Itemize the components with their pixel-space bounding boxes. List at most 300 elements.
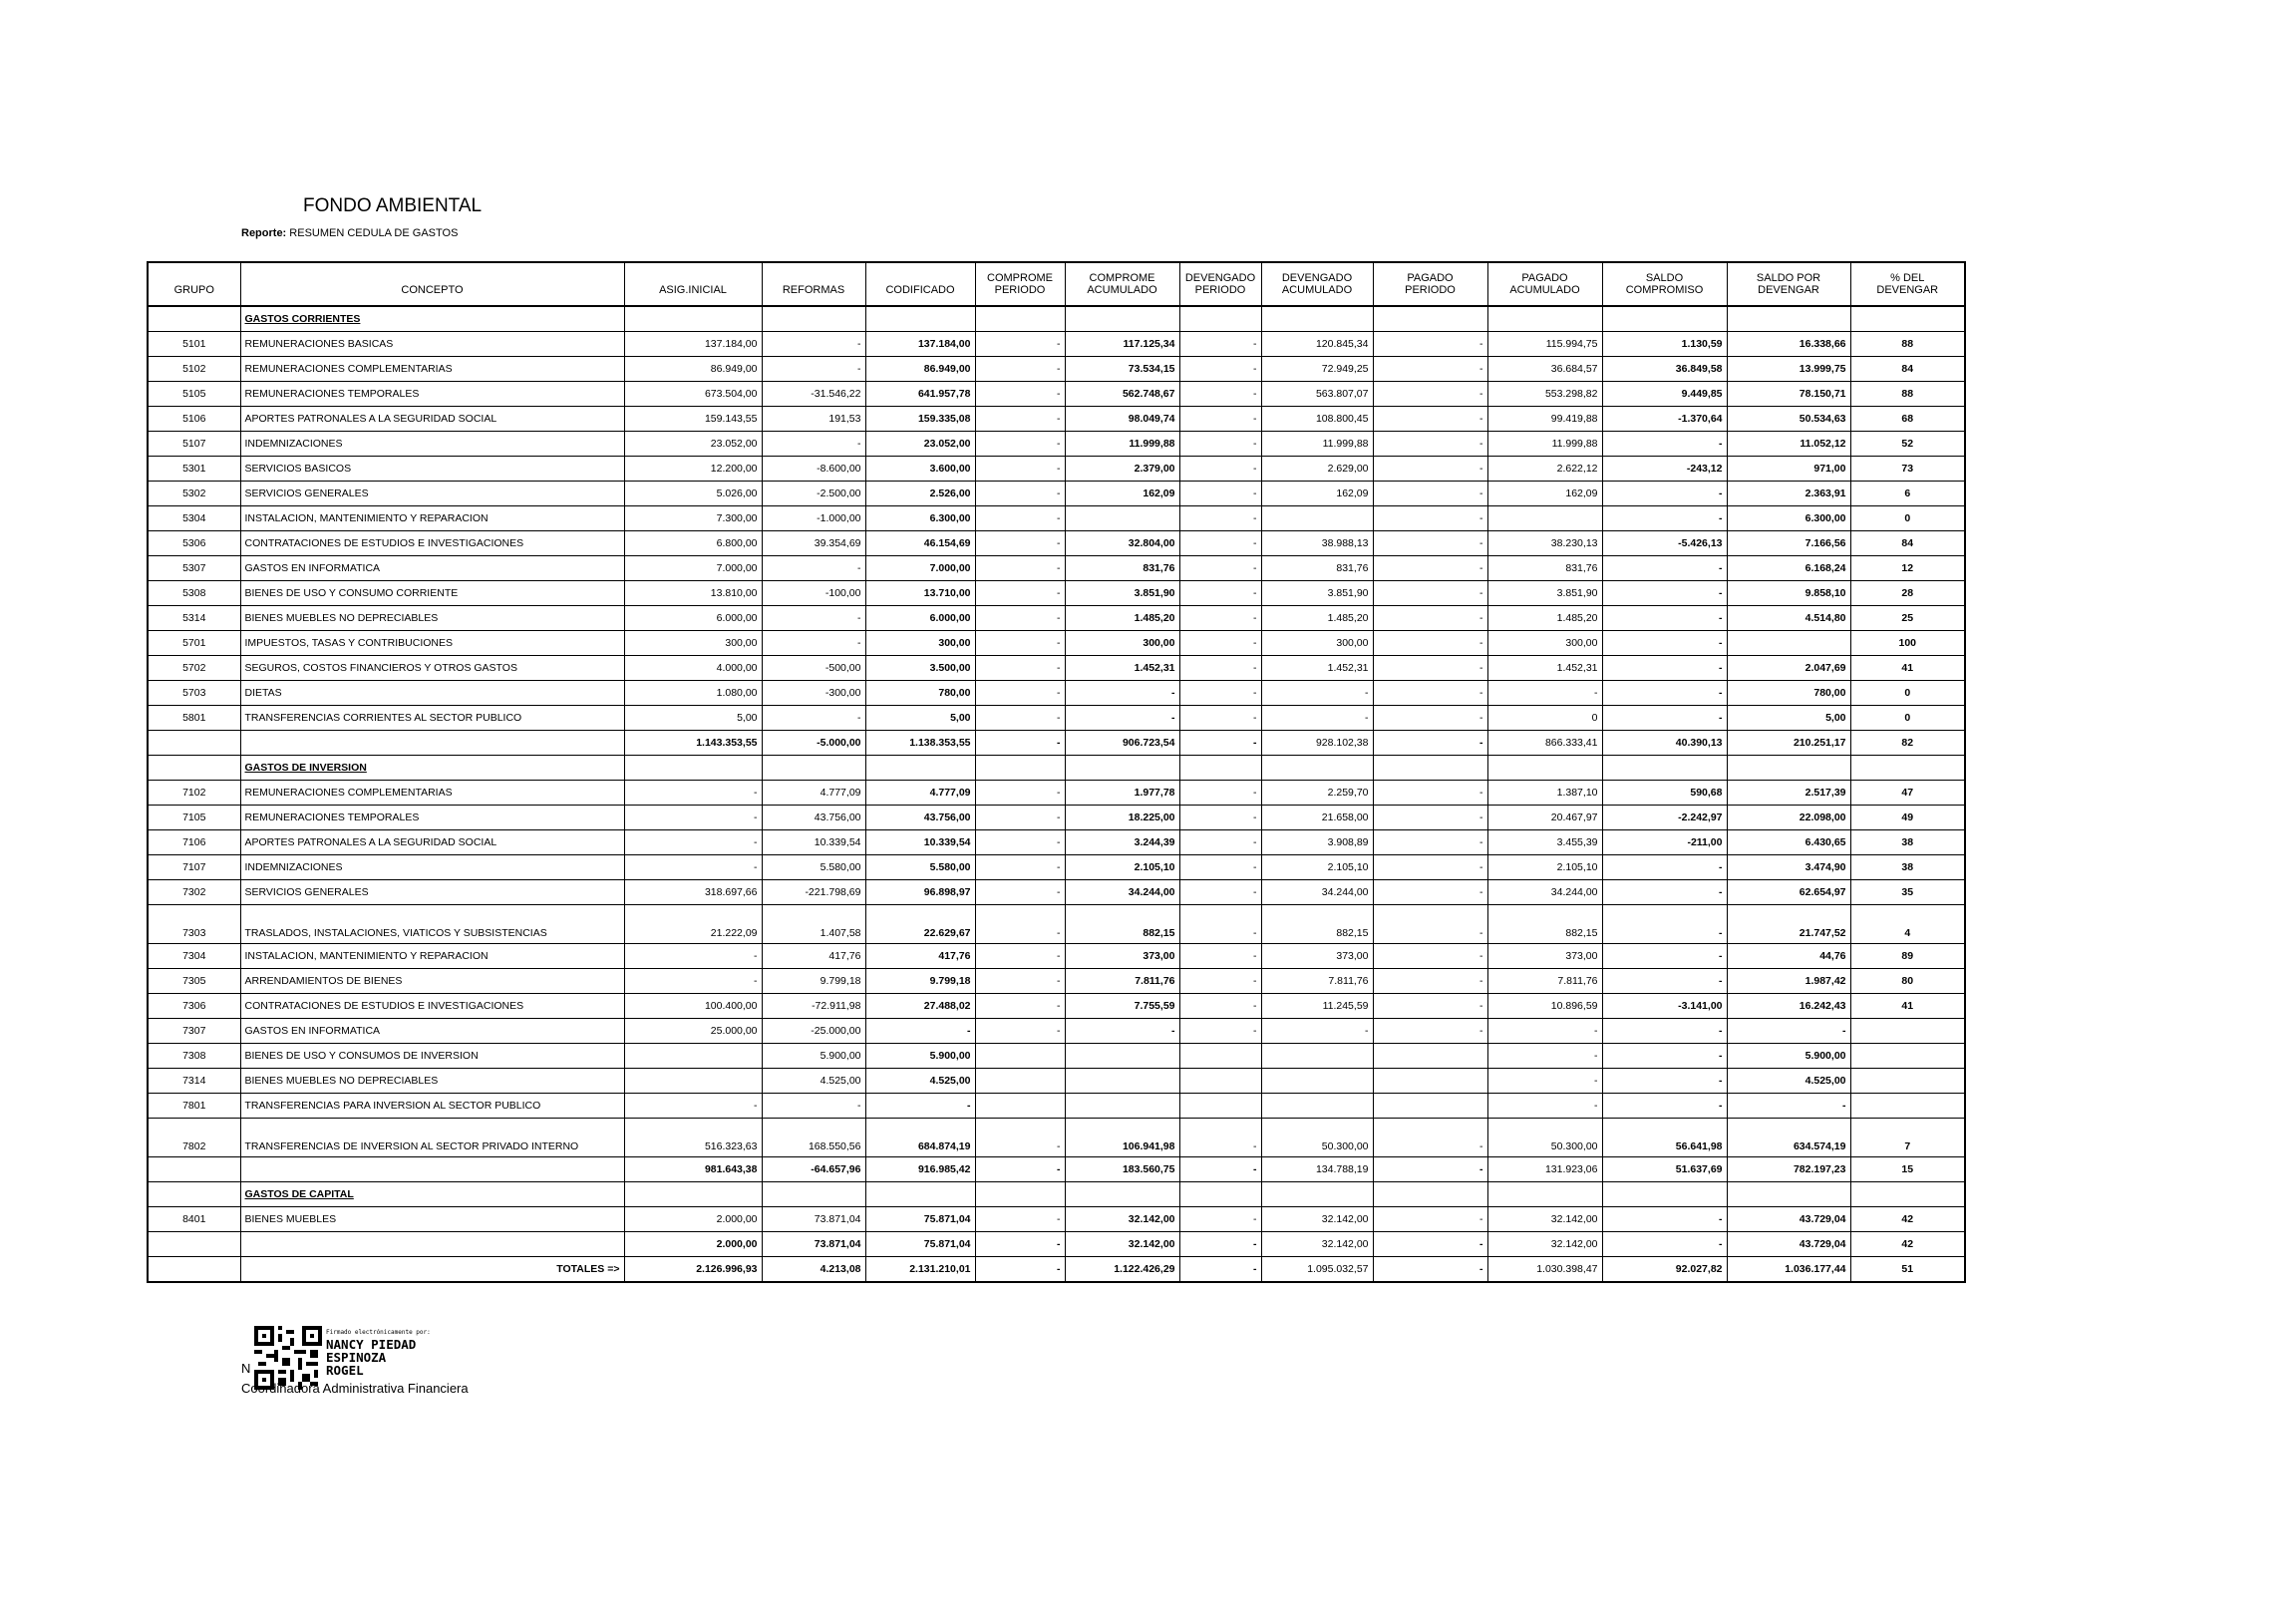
- table-row: [148, 656, 1965, 681]
- percent-cell: 4: [1850, 905, 1965, 944]
- amount-cell: 22.629,67: [865, 905, 975, 944]
- table-row: [148, 357, 1965, 382]
- amount-cell: -5.426,13: [1602, 531, 1727, 556]
- percent-cell: 38: [1850, 855, 1965, 880]
- group-code-cell: 5302: [148, 482, 240, 506]
- amount-cell: 5.900,00: [762, 1044, 865, 1069]
- amount-cell: -: [1179, 606, 1261, 631]
- signer-name-line: ROGEL: [326, 1363, 364, 1378]
- concept-cell: REMUNERACIONES COMPLEMENTARIAS: [240, 781, 624, 806]
- amount-cell: 32.142,00: [1261, 1207, 1373, 1232]
- amount-cell: 120.845,34: [1261, 332, 1373, 357]
- concept-cell: ARRENDAMIENTOS DE BIENES: [240, 969, 624, 994]
- percent-cell: 42: [1850, 1207, 1965, 1232]
- amount-cell: 4.000,00: [624, 656, 762, 681]
- amount-cell: [1487, 306, 1602, 332]
- amount-cell: 78.150,71: [1727, 382, 1850, 407]
- amount-cell: -: [1373, 382, 1487, 407]
- totals-row: [148, 1257, 1965, 1283]
- group-code-cell: 5102: [148, 357, 240, 382]
- subtotal-row: [148, 1157, 1965, 1182]
- group-code-cell: 5801: [148, 706, 240, 731]
- amount-cell: [624, 1044, 762, 1069]
- table-row: [148, 1119, 1965, 1157]
- amount-cell: 10.339,54: [865, 830, 975, 855]
- amount-cell: 46.154,69: [865, 531, 975, 556]
- amount-cell: 98.049,74: [1065, 407, 1179, 432]
- amount-cell: -: [1065, 681, 1179, 706]
- amount-cell: -: [1179, 1157, 1261, 1182]
- column-header: ACUMULADO: [1261, 284, 1373, 306]
- group-code-cell: 5101: [148, 332, 240, 357]
- amount-cell: 590,68: [1602, 781, 1727, 806]
- amount-cell: -: [865, 1019, 975, 1044]
- amount-cell: -: [1179, 531, 1261, 556]
- table-row: [148, 332, 1965, 357]
- table-row: [148, 382, 1965, 407]
- amount-cell: 168.550,56: [762, 1119, 865, 1157]
- amount-cell: -: [1373, 706, 1487, 731]
- amount-cell: -: [762, 332, 865, 357]
- amount-cell: -: [975, 1157, 1065, 1182]
- amount-cell: -: [762, 631, 865, 656]
- amount-cell: [1261, 306, 1373, 332]
- percent-cell: 89: [1850, 944, 1965, 969]
- amount-cell: [1373, 306, 1487, 332]
- amount-cell: -: [975, 631, 1065, 656]
- group-code-cell: 5107: [148, 432, 240, 457]
- amount-cell: 62.654,97: [1727, 880, 1850, 905]
- percent-cell: 100: [1850, 631, 1965, 656]
- amount-cell: 1.387,10: [1487, 781, 1602, 806]
- amount-cell: -: [975, 1119, 1065, 1157]
- group-code-cell: 7102: [148, 781, 240, 806]
- amount-cell: 25.000,00: [624, 1019, 762, 1044]
- amount-cell: -: [1179, 806, 1261, 830]
- concept-cell: APORTES PATRONALES A LA SEGURIDAD SOCIAL: [240, 407, 624, 432]
- amount-cell: 23.052,00: [624, 432, 762, 457]
- amount-cell: -: [1179, 556, 1261, 581]
- amount-cell: 906.723,54: [1065, 731, 1179, 756]
- amount-cell: [1727, 631, 1850, 656]
- amount-cell: -: [1487, 1019, 1602, 1044]
- concept-cell: SERVICIOS BASICOS: [240, 457, 624, 482]
- table-row: [148, 606, 1965, 631]
- amount-cell: 831,76: [1487, 556, 1602, 581]
- amount-cell: -: [1602, 1069, 1727, 1094]
- amount-cell: 3.600,00: [865, 457, 975, 482]
- amount-cell: [1065, 1044, 1179, 1069]
- amount-cell: -: [1179, 994, 1261, 1019]
- amount-cell: -: [1179, 830, 1261, 855]
- amount-cell: -: [975, 332, 1065, 357]
- amount-cell: 417,76: [762, 944, 865, 969]
- amount-cell: 1.130,59: [1602, 332, 1727, 357]
- amount-cell: -: [1602, 1232, 1727, 1257]
- amount-cell: -: [1373, 1119, 1487, 1157]
- amount-cell: -: [624, 830, 762, 855]
- amount-cell: -: [1373, 631, 1487, 656]
- amount-cell: -: [1373, 1232, 1487, 1257]
- amount-cell: -: [1602, 944, 1727, 969]
- amount-cell: -211,00: [1602, 830, 1727, 855]
- amount-cell: [1179, 1069, 1261, 1094]
- amount-cell: -: [762, 432, 865, 457]
- column-header-top: PAGADO: [1487, 262, 1602, 284]
- amount-cell: 40.390,13: [1602, 731, 1727, 756]
- amount-cell: -: [975, 969, 1065, 994]
- amount-cell: 373,00: [1261, 944, 1373, 969]
- amount-cell: 0: [1487, 706, 1602, 731]
- amount-cell: -: [1602, 556, 1727, 581]
- amount-cell: -25.000,00: [762, 1019, 865, 1044]
- concept-cell: APORTES PATRONALES A LA SEGURIDAD SOCIAL: [240, 830, 624, 855]
- amount-cell: [1487, 1182, 1602, 1207]
- percent-cell: 41: [1850, 994, 1965, 1019]
- amount-cell: 563.807,07: [1261, 382, 1373, 407]
- amount-cell: 6.430,65: [1727, 830, 1850, 855]
- amount-cell: -: [624, 806, 762, 830]
- column-header-top: DEVENGADO: [1179, 262, 1261, 284]
- concept-cell: INDEMNIZACIONES: [240, 432, 624, 457]
- amount-cell: -: [1179, 880, 1261, 905]
- amount-cell: 641.957,78: [865, 382, 975, 407]
- table-row: [148, 631, 1965, 656]
- column-header-top: [762, 262, 865, 284]
- amount-cell: 86.949,00: [865, 357, 975, 382]
- signer-name-line: ESPINOZA: [326, 1350, 387, 1365]
- amount-cell: 5,00: [865, 706, 975, 731]
- amount-cell: 23.052,00: [865, 432, 975, 457]
- table-row: [148, 806, 1965, 830]
- column-header-top: [240, 262, 624, 284]
- amount-cell: 137.184,00: [865, 332, 975, 357]
- percent-cell: 38: [1850, 830, 1965, 855]
- table-row: [148, 506, 1965, 531]
- amount-cell: -: [1602, 855, 1727, 880]
- table-row: [148, 706, 1965, 731]
- amount-cell: -: [762, 556, 865, 581]
- amount-cell: 1.452,31: [1065, 656, 1179, 681]
- amount-cell: -: [1602, 905, 1727, 944]
- document-title: FONDO AMBIENTAL: [303, 195, 483, 216]
- amount-cell: -: [1373, 1257, 1487, 1283]
- amount-cell: 2.000,00: [624, 1207, 762, 1232]
- amount-cell: 34.244,00: [1261, 880, 1373, 905]
- column-header-top: SALDO: [1602, 262, 1727, 284]
- table-row: [148, 681, 1965, 706]
- amount-cell: [1065, 1182, 1179, 1207]
- concept-cell: REMUNERACIONES COMPLEMENTARIAS: [240, 357, 624, 382]
- column-header: COMPROMISO: [1602, 284, 1727, 306]
- amount-cell: [1727, 306, 1850, 332]
- amount-cell: 1.095.032,57: [1261, 1257, 1373, 1283]
- amount-cell: 5,00: [1727, 706, 1850, 731]
- amount-cell: 20.467,97: [1487, 806, 1602, 830]
- table-row: [148, 855, 1965, 880]
- group-code-cell: 5304: [148, 506, 240, 531]
- amount-cell: 916.985,42: [865, 1157, 975, 1182]
- amount-cell: [1179, 1044, 1261, 1069]
- column-header-top: [148, 262, 240, 284]
- amount-cell: 831,76: [1261, 556, 1373, 581]
- amount-cell: -: [1602, 581, 1727, 606]
- amount-cell: -: [1373, 969, 1487, 994]
- column-header: PERIODO: [1373, 284, 1487, 306]
- amount-cell: -31.546,22: [762, 382, 865, 407]
- amount-cell: 38.988,13: [1261, 531, 1373, 556]
- amount-cell: 4.777,09: [762, 781, 865, 806]
- amount-cell: -: [1179, 332, 1261, 357]
- amount-cell: [975, 1044, 1065, 1069]
- amount-cell: 13.810,00: [624, 581, 762, 606]
- amount-cell: -: [1179, 457, 1261, 482]
- amount-cell: 1.080,00: [624, 681, 762, 706]
- amount-cell: -: [1373, 556, 1487, 581]
- concept-cell: CONTRATACIONES DE ESTUDIOS E INVESTIGACIONES: [240, 531, 624, 556]
- amount-cell: 4.525,00: [762, 1069, 865, 1094]
- amount-cell: 882,15: [1065, 905, 1179, 944]
- amount-cell: 1.977,78: [1065, 781, 1179, 806]
- percent-cell: 28: [1850, 581, 1965, 606]
- amount-cell: -3.141,00: [1602, 994, 1727, 1019]
- amount-cell: [1179, 756, 1261, 781]
- amount-cell: -: [624, 944, 762, 969]
- amount-cell: 86.949,00: [624, 357, 762, 382]
- table-row: [148, 994, 1965, 1019]
- amount-cell: 6.300,00: [1727, 506, 1850, 531]
- section-row: [148, 756, 1965, 781]
- amount-cell: 32.142,00: [1487, 1232, 1602, 1257]
- amount-cell: [865, 306, 975, 332]
- amount-cell: 3.851,90: [1065, 581, 1179, 606]
- amount-cell: 6.000,00: [865, 606, 975, 631]
- amount-cell: -: [1373, 1207, 1487, 1232]
- table-row: [148, 1069, 1965, 1094]
- amount-cell: [1261, 1094, 1373, 1119]
- amount-cell: -: [1179, 944, 1261, 969]
- group-code-cell: 5106: [148, 407, 240, 432]
- table-row: [148, 905, 1965, 944]
- amount-cell: 2.105,10: [1065, 855, 1179, 880]
- amount-cell: -64.657,96: [762, 1157, 865, 1182]
- amount-cell: 4.213,08: [762, 1257, 865, 1283]
- amount-cell: -: [1373, 1019, 1487, 1044]
- table-row: [148, 556, 1965, 581]
- amount-cell: 137.184,00: [624, 332, 762, 357]
- amount-cell: [1065, 1069, 1179, 1094]
- amount-cell: 191,53: [762, 407, 865, 432]
- amount-cell: -100,00: [762, 581, 865, 606]
- group-code-cell: 5701: [148, 631, 240, 656]
- percent-cell: 88: [1850, 382, 1965, 407]
- column-header: ACUMULADO: [1487, 284, 1602, 306]
- amount-cell: -: [1373, 681, 1487, 706]
- amount-cell: 159.143,55: [624, 407, 762, 432]
- amount-cell: [975, 1182, 1065, 1207]
- amount-cell: 117.125,34: [1065, 332, 1179, 357]
- amount-cell: -: [1373, 482, 1487, 506]
- amount-cell: -: [1373, 457, 1487, 482]
- amount-cell: 2.259,70: [1261, 781, 1373, 806]
- group-code-cell: 7105: [148, 806, 240, 830]
- amount-cell: 43.756,00: [762, 806, 865, 830]
- group-code-cell: 5308: [148, 581, 240, 606]
- amount-cell: -: [1373, 606, 1487, 631]
- amount-cell: 13.999,75: [1727, 357, 1850, 382]
- amount-cell: 4.525,00: [865, 1069, 975, 1094]
- subtotal-row: [148, 731, 1965, 756]
- table-header: [148, 262, 1965, 306]
- amount-cell: 16.338,66: [1727, 332, 1850, 357]
- amount-cell: -8.600,00: [762, 457, 865, 482]
- group-code-cell: 5703: [148, 681, 240, 706]
- amount-cell: 51.637,69: [1602, 1157, 1727, 1182]
- concept-cell: GASTOS EN INFORMATICA: [240, 1019, 624, 1044]
- amount-cell: 4.514,80: [1727, 606, 1850, 631]
- amount-cell: 50.300,00: [1261, 1119, 1373, 1157]
- amount-cell: -: [975, 506, 1065, 531]
- amount-cell: 9.449,85: [1602, 382, 1727, 407]
- amount-cell: 21.658,00: [1261, 806, 1373, 830]
- amount-cell: [1602, 756, 1727, 781]
- amount-cell: -: [975, 531, 1065, 556]
- subtotal-row: [148, 1232, 1965, 1257]
- amount-cell: -: [1373, 581, 1487, 606]
- amount-cell: 73.871,04: [762, 1207, 865, 1232]
- amount-cell: 115.994,75: [1487, 332, 1602, 357]
- amount-cell: -: [1261, 1019, 1373, 1044]
- amount-cell: 318.697,66: [624, 880, 762, 905]
- amount-cell: 3.455,39: [1487, 830, 1602, 855]
- amount-cell: -: [1373, 880, 1487, 905]
- amount-cell: 1.485,20: [1065, 606, 1179, 631]
- percent-cell: 84: [1850, 357, 1965, 382]
- amount-cell: 1.138.353,55: [865, 731, 975, 756]
- group-code-cell: 7306: [148, 994, 240, 1019]
- table-row: [148, 531, 1965, 556]
- percent-cell: 0: [1850, 681, 1965, 706]
- percent-cell: [1850, 756, 1965, 781]
- concept-cell: TRANSFERENCIAS PARA INVERSION AL SECTOR PUBLICO: [240, 1094, 624, 1119]
- percent-cell: 47: [1850, 781, 1965, 806]
- amount-cell: -: [1373, 506, 1487, 531]
- group-code-cell: 7307: [148, 1019, 240, 1044]
- amount-cell: [624, 1069, 762, 1094]
- expense-summary-table: [147, 261, 1966, 1283]
- amount-cell: [1261, 1069, 1373, 1094]
- percent-cell: [1850, 306, 1965, 332]
- group-code-cell: 5301: [148, 457, 240, 482]
- amount-cell: 1.485,20: [1261, 606, 1373, 631]
- amount-cell: 27.488,02: [865, 994, 975, 1019]
- amount-cell: 2.000,00: [624, 1232, 762, 1257]
- concept-cell: TRANSFERENCIAS DE INVERSION AL SECTOR PRIVADO INTERNO: [240, 1119, 624, 1157]
- amount-cell: 866.333,41: [1487, 731, 1602, 756]
- column-header-top: COMPROME: [1065, 262, 1179, 284]
- amount-cell: 3.244,39: [1065, 830, 1179, 855]
- amount-cell: 16.242,43: [1727, 994, 1850, 1019]
- amount-cell: 2.629,00: [1261, 457, 1373, 482]
- amount-cell: -: [762, 706, 865, 731]
- amount-cell: 7.811,76: [1065, 969, 1179, 994]
- concept-cell: BIENES MUEBLES NO DEPRECIABLES: [240, 1069, 624, 1094]
- signer-role: Coordinadora Administrativa Financiera: [241, 1381, 469, 1396]
- amount-cell: -: [1179, 1232, 1261, 1257]
- amount-cell: [1065, 506, 1179, 531]
- concept-cell: TRANSFERENCIAS CORRIENTES AL SECTOR PUBLICO: [240, 706, 624, 731]
- concept-cell: IMPUESTOS, TASAS Y CONTRIBUCIONES: [240, 631, 624, 656]
- concept-cell: INDEMNIZACIONES: [240, 855, 624, 880]
- amount-cell: 1.407,58: [762, 905, 865, 944]
- amount-cell: 99.419,88: [1487, 407, 1602, 432]
- amount-cell: -221.798,69: [762, 880, 865, 905]
- amount-cell: -300,00: [762, 681, 865, 706]
- column-header: DEVENGAR: [1727, 284, 1850, 306]
- amount-cell: 21.747,52: [1727, 905, 1850, 944]
- amount-cell: 417,76: [865, 944, 975, 969]
- amount-cell: 12.200,00: [624, 457, 762, 482]
- amount-cell: -: [1373, 656, 1487, 681]
- amount-cell: 134.788,19: [1261, 1157, 1373, 1182]
- amount-cell: [1487, 506, 1602, 531]
- percent-cell: 49: [1850, 806, 1965, 830]
- amount-cell: -: [1727, 1094, 1850, 1119]
- amount-cell: 1.452,31: [1261, 656, 1373, 681]
- group-code-cell: 5105: [148, 382, 240, 407]
- table-row: [148, 407, 1965, 432]
- table-row: [148, 944, 1965, 969]
- amount-cell: 928.102,38: [1261, 731, 1373, 756]
- amount-cell: -: [1179, 631, 1261, 656]
- amount-cell: 2.363,91: [1727, 482, 1850, 506]
- amount-cell: -: [1727, 1019, 1850, 1044]
- percent-cell: 51: [1850, 1257, 1965, 1283]
- amount-cell: 1.452,31: [1487, 656, 1602, 681]
- amount-cell: 7.300,00: [624, 506, 762, 531]
- percent-cell: [1850, 1044, 1965, 1069]
- amount-cell: 3.851,90: [1487, 581, 1602, 606]
- amount-cell: -: [1602, 969, 1727, 994]
- column-header: CONCEPTO: [240, 284, 624, 306]
- amount-cell: 100.400,00: [624, 994, 762, 1019]
- amount-cell: -: [1373, 531, 1487, 556]
- amount-cell: -: [975, 1207, 1065, 1232]
- amount-cell: -: [1179, 1207, 1261, 1232]
- amount-cell: -: [975, 457, 1065, 482]
- amount-cell: [1487, 756, 1602, 781]
- amount-cell: [1261, 756, 1373, 781]
- amount-cell: 5.900,00: [1727, 1044, 1850, 1069]
- group-code-cell: [148, 1157, 240, 1182]
- amount-cell: -: [975, 432, 1065, 457]
- amount-cell: 183.560,75: [1065, 1157, 1179, 1182]
- amount-cell: -5.000,00: [762, 731, 865, 756]
- amount-cell: [762, 1182, 865, 1207]
- amount-cell: -: [1179, 432, 1261, 457]
- amount-cell: -: [1602, 631, 1727, 656]
- amount-cell: 162,09: [1065, 482, 1179, 506]
- amount-cell: 780,00: [1727, 681, 1850, 706]
- amount-cell: -2.500,00: [762, 482, 865, 506]
- amount-cell: 300,00: [1065, 631, 1179, 656]
- concept-cell: BIENES DE USO Y CONSUMO CORRIENTE: [240, 581, 624, 606]
- percent-cell: 73: [1850, 457, 1965, 482]
- column-header: GRUPO: [148, 284, 240, 306]
- amount-cell: 38.230,13: [1487, 531, 1602, 556]
- table-row: [148, 880, 1965, 905]
- amount-cell: -1.370,64: [1602, 407, 1727, 432]
